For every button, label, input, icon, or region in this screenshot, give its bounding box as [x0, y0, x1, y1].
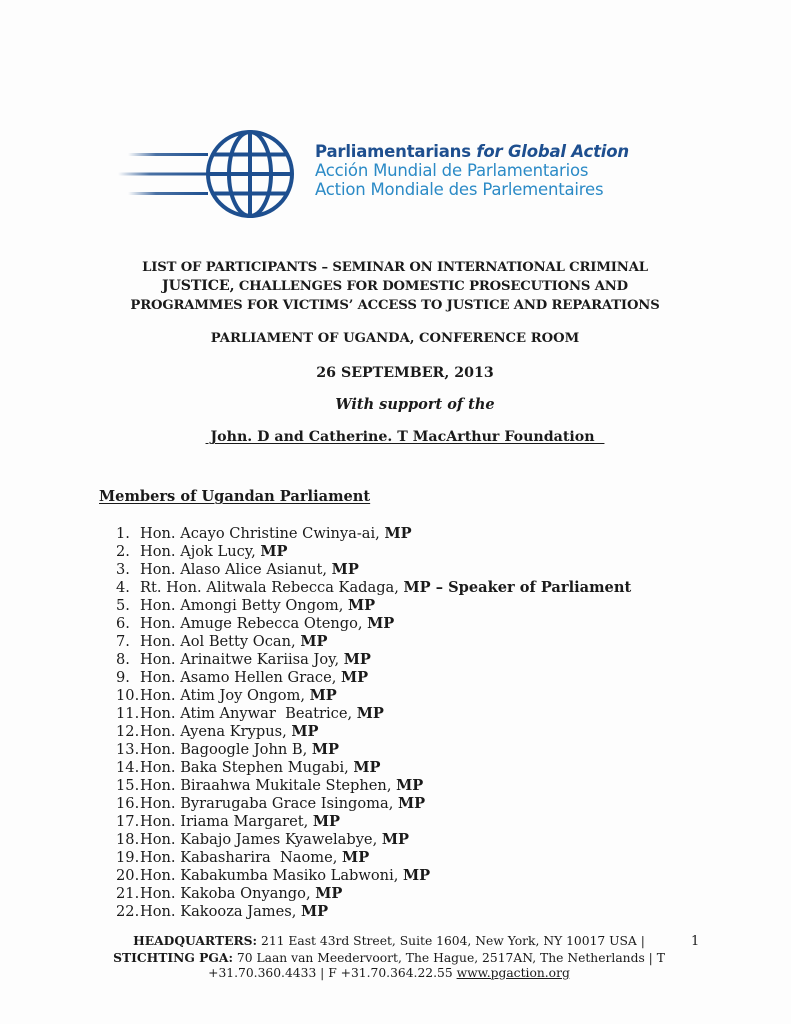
stichting-address: 70 Laan van Meedervoort, The Hague, 2517AN, The Netherlands | T +31.70.360.4433 | F +31.70.364.22.55: [208, 950, 665, 980]
logo-line-french: Action Mondiale des Parlementaires: [315, 180, 604, 199]
pga-logo: [118, 128, 658, 220]
title-line-3: PROGRAMMES FOR VICTIMS’ ACCESS TO JUSTICE AND REPARATIONS: [130, 298, 660, 313]
foundation-name: John. D and Catherine. T MacArthur Foundation: [205, 429, 605, 445]
logo-line-spanish: Acción Mundial de Parlamentarios: [315, 161, 589, 180]
venue-line: PARLIAMENT OF UGANDA, CONFERENCE ROOM: [210, 331, 580, 346]
stichting-label: STICHTING PGA:: [113, 949, 234, 965]
hq-label: HEADQUARTERS:: [133, 933, 258, 948]
support-line: With support of the: [335, 396, 495, 413]
foundation-line: [100, 428, 710, 446]
event-date: 26 SEPTEMBER, 2013: [316, 365, 494, 381]
hq-address: 211 East 43rd Street, Suite 1604, New York, NY 10017 USA |: [257, 934, 645, 948]
logo-wordmark: [315, 142, 629, 199]
logo-line-english: Parliamentarians for Global Action: [315, 142, 629, 161]
document-title: [90, 258, 700, 315]
title-line-1: LIST OF PARTICIPANTS – SEMINAR ON INTERNATIONAL CRIMINAL: [142, 260, 648, 275]
page-number: 1: [691, 934, 700, 949]
globe-with-speed-lines-icon: [118, 128, 300, 220]
section-heading: Members of Ugandan Parliament: [99, 488, 371, 505]
website-link[interactable]: www.pgaction.org: [456, 966, 570, 980]
title-line-2: JUSTICE, CHALLENGES FOR DOMESTIC PROSECUTIONS AND: [162, 278, 628, 294]
document-page: Parliamentarians for Global Action Acción Mundial de Parlamentarios Action Mondiale des Parlementaires LIST OF PARTICIPANTS – SEMINAR ON INTERNATIONAL CRIMINAL JUSTICE, CHALLENGES FOR DOMESTIC PROSECUTIONS AND PROGRAMMES FOR VICTIMS’ ACCESS TO JUSTICE AND REPARATIONS PARLIAMENT OF UGANDA, CONFERENCE ROOM 26 SEPTEMBER, 2013 With support of the John. D and Catherine. T MacArthur Foundation Members of Ugandan Parliament 1. Hon. Acayo Christine Cwinya-ai, MP 2. Hon. Ajok Lucy, MP 3. Hon. Alaso Alice Asianut, MP 4. Rt. Hon. Alitwala Rebecca Kadaga, MP – Speaker of Parliament 5. Hon. Amongi Betty Ongom, MP 6. Hon. Amuge Rebecca Otengo, MP 7. Hon. Aol Betty Ocan, MP 8. Hon. Arinaitwe Kariisa Joy, MP 9. Hon. Asamo Hellen Grace, MP 10. Hon. Atim Joy Ongom, MP 11. Hon. Atim Anywar Beatrice, MP 12. Hon. Ayena Krypus, MP 13. Hon. Bagoogle John B, MP 14. Hon. Baka Stephen Mugabi, MP 15. Hon. Biraahwa Mukitale Stephen, MP 16. Hon. Byrarugaba Grace Isingoma, MP 17. Hon. Iriama Margaret, MP 18. Hon. Kabajo James Kyawelabye, MP 19. Hon. Kabasharira Naome, MP 20. Hon. Kabakumba Masiko Labwoni, MP 21. Hon. Kakoba Onyango, MP 22. Hon. Kakooza James, MP HEADQUARTERS: 211 East 43rd Street, Suite 1604, New York, NY 10017 USA | STICHTING PGA: 70 Laan van Meedervoort, The Hague, 2517AN, The Netherlands | T +31.70.360.4433 | F +31.70.364.22.55 www.pgaction.org 1: [0, 0, 791, 1024]
page-footer: [108, 933, 670, 982]
